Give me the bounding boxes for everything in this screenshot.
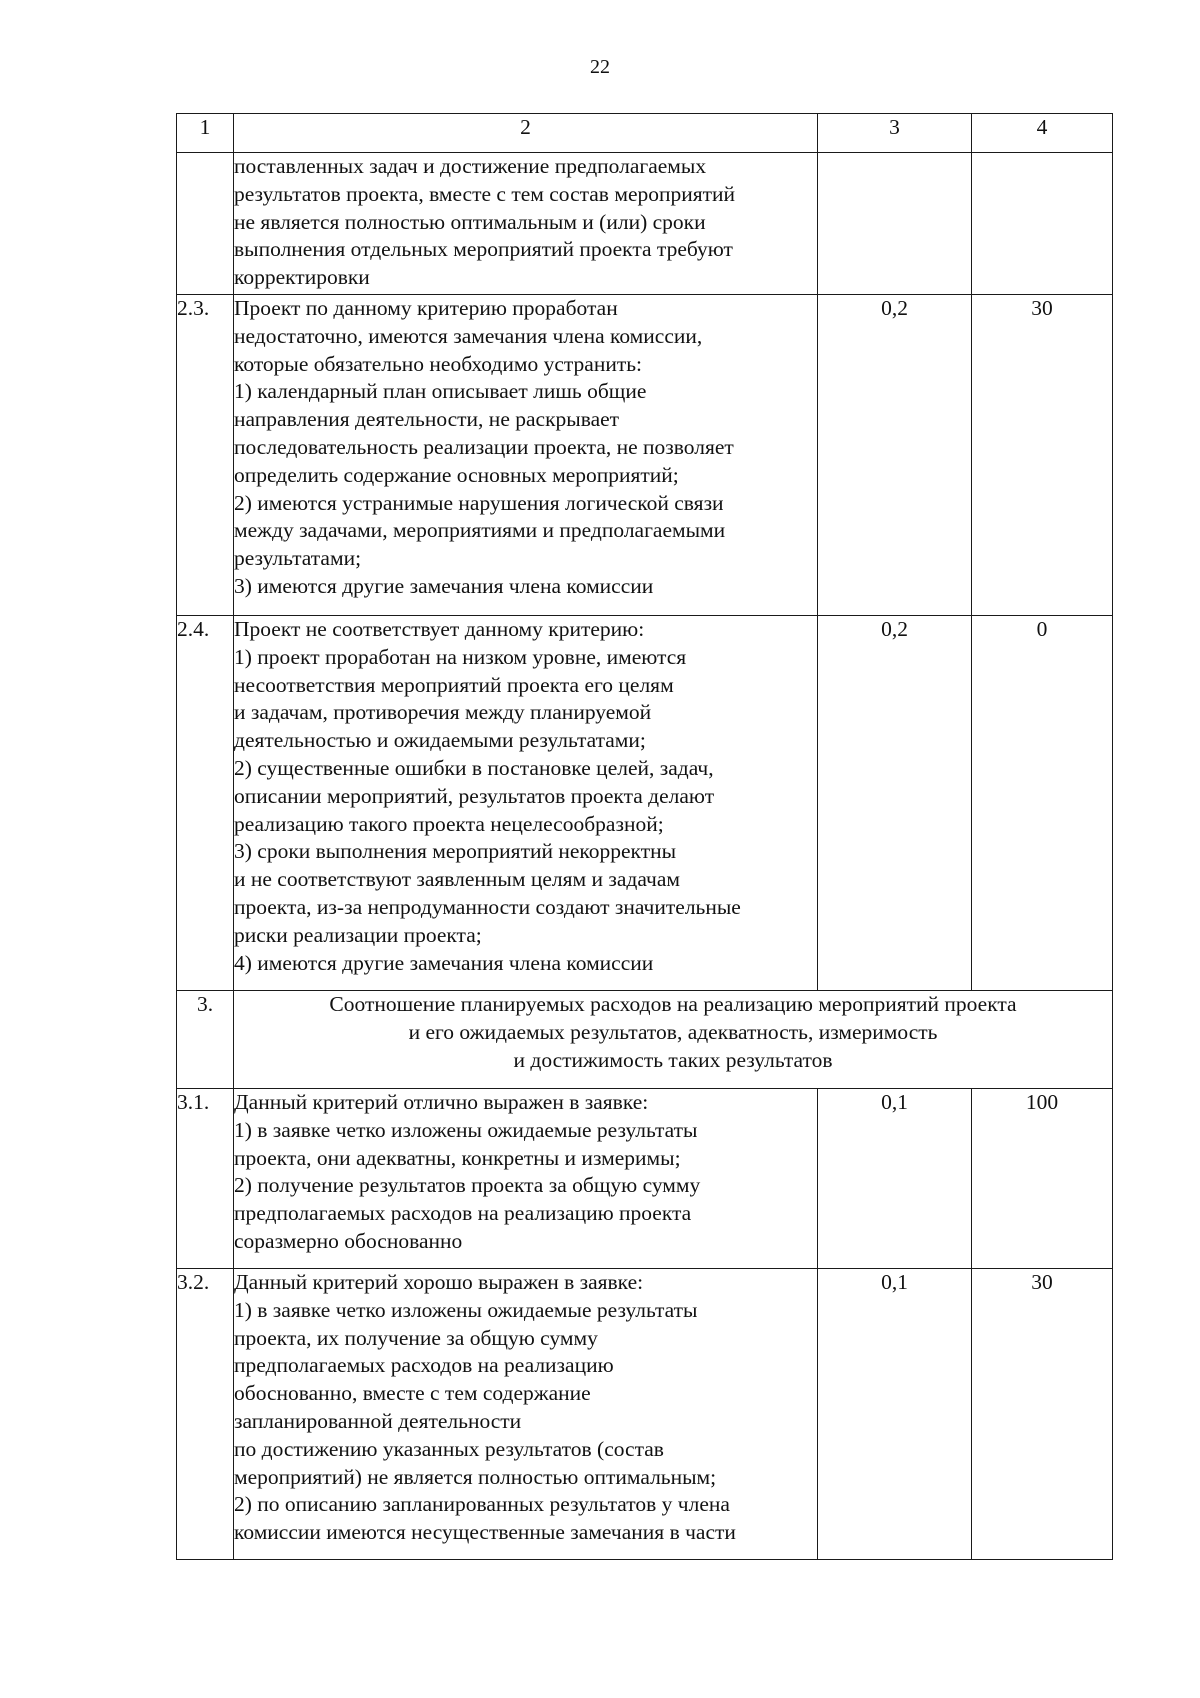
text-line: результатами;	[234, 546, 362, 571]
text-line: соразмерно обоснованно	[234, 1228, 463, 1253]
row-number: 3.1.	[177, 1089, 234, 1269]
row-number: 2.3.	[177, 295, 234, 616]
page-number: 22	[590, 56, 610, 78]
header-cell-3: 3	[818, 114, 972, 153]
weight-value: 0,1	[818, 1089, 972, 1269]
criterion-text	[234, 153, 818, 295]
criteria-table	[176, 113, 1113, 1560]
text-line: и не соответствуют заявленным целям и задачам	[234, 867, 680, 892]
text-line: Проект по данному критерию проработан	[234, 296, 618, 320]
row-number: 3.2.	[177, 1269, 234, 1560]
text-line: 2) существенные ошибки в постановке целей, задач,	[234, 755, 714, 780]
text-line: 2) получение результатов проекта за общую сумму	[234, 1173, 701, 1198]
text-line: 3) сроки выполнения мероприятий некорректны	[234, 839, 677, 864]
criterion-text	[234, 1089, 818, 1269]
score-cell	[972, 153, 1113, 295]
text-line: проекта, из-за непродуманности создают значительные	[234, 894, 741, 919]
text-line: поставленных задач и достижение предполагаемых	[234, 154, 707, 178]
criterion-text	[234, 1269, 818, 1560]
table-row-3-2	[177, 1269, 1113, 1560]
weight-value: 0,2	[818, 616, 972, 991]
text-line: несоответствия мероприятий проекта его целям	[234, 672, 674, 697]
weight-cell	[818, 153, 972, 295]
score-value: 0	[972, 616, 1113, 991]
text-line: Соотношение планируемых расходов на реализацию мероприятий проекта	[329, 992, 1017, 1016]
text-line: реализацию такого проекта нецелесообразной;	[234, 811, 664, 836]
text-line: риски реализации проекта;	[234, 922, 482, 947]
text-line: деятельностью и ожидаемыми результатами;	[234, 728, 646, 753]
text-line: Проект не соответствует данному критерию:	[234, 617, 645, 641]
text-line: 1) в заявке четко изложены ожидаемые результаты	[234, 1297, 698, 1322]
table-section-3	[177, 991, 1113, 1089]
text-line: корректировки	[234, 265, 370, 290]
text-line: последовательность реализации проекта, не позволяет	[234, 434, 734, 459]
text-line: Данный критерий хорошо выражен в заявке:	[234, 1270, 644, 1294]
text-line: 3) имеются другие замечания члена комиссии	[234, 573, 654, 598]
text-line: проекта, их получение за общую сумму	[234, 1325, 598, 1350]
text-line: результатов проекта, вместе с тем состав мероприятий	[234, 181, 736, 206]
text-line: запланированной деятельности	[234, 1408, 522, 1433]
text-line: проекта, они адекватны, конкретны и измеримы;	[234, 1145, 681, 1170]
number-cell	[177, 153, 234, 295]
score-value: 30	[972, 295, 1113, 616]
header-cell-1: 1	[177, 114, 234, 153]
text-line: 1) проект проработан на низком уровне, имеются	[234, 644, 687, 669]
text-line: мероприятий) не является полностью оптимальным;	[234, 1464, 717, 1489]
criterion-text	[234, 295, 818, 616]
score-value: 30	[972, 1269, 1113, 1560]
text-line: 1) в заявке четко изложены ожидаемые результаты	[234, 1117, 698, 1142]
section-number: 3.	[177, 991, 234, 1089]
text-line: недостаточно, имеются замечания члена комиссии,	[234, 323, 703, 348]
table-row-2-3	[177, 295, 1113, 616]
text-line: которые обязательно необходимо устранить:	[234, 351, 643, 376]
section-title	[234, 991, 1113, 1089]
text-line: 2) по описанию запланированных результатов у члена	[234, 1492, 730, 1517]
text-line: по достижению указанных результатов (состав	[234, 1436, 664, 1461]
header-cell-2: 2	[234, 114, 818, 153]
row-number: 2.4.	[177, 616, 234, 991]
text-line: и его ожидаемых результатов, адекватность, измеримость	[408, 1019, 938, 1044]
score-value: 100	[972, 1089, 1113, 1269]
text-line: направления деятельности, не раскрывает	[234, 407, 620, 432]
text-line: предполагаемых расходов на реализацию	[234, 1353, 614, 1378]
table-row-2-4	[177, 616, 1113, 991]
table-row-continuation	[177, 153, 1113, 295]
criterion-text	[234, 616, 818, 991]
text-line: 1) календарный план описывает лишь общие	[234, 379, 647, 404]
text-line: не является полностью оптимальным и (или) сроки	[234, 209, 706, 234]
text-line: обоснованно, вместе с тем содержание	[234, 1381, 591, 1406]
text-line: 4) имеются другие замечания члена комиссии	[234, 950, 654, 975]
table-header-row	[177, 114, 1113, 153]
text-line: Данный критерий отлично выражен в заявке:	[234, 1090, 649, 1114]
text-line: выполнения отдельных мероприятий проекта требуют	[234, 237, 733, 262]
text-line: и достижимость таких результатов	[513, 1047, 833, 1072]
table-row-3-1	[177, 1089, 1113, 1269]
text-line: и задачам, противоречия между планируемой	[234, 700, 652, 725]
weight-value: 0,2	[818, 295, 972, 616]
text-line: между задачами, мероприятиями и предполагаемыми	[234, 518, 726, 543]
text-line: описании мероприятий, результатов проекта делают	[234, 783, 715, 808]
text-line: комиссии имеются несущественные замечания в части	[234, 1520, 736, 1545]
text-line: 2) имеются устранимые нарушения логической связи	[234, 490, 724, 515]
text-line: предполагаемых расходов на реализацию проекта	[234, 1201, 692, 1226]
header-cell-4: 4	[972, 114, 1113, 153]
text-line: определить содержание основных мероприятий;	[234, 462, 679, 487]
weight-value: 0,1	[818, 1269, 972, 1560]
